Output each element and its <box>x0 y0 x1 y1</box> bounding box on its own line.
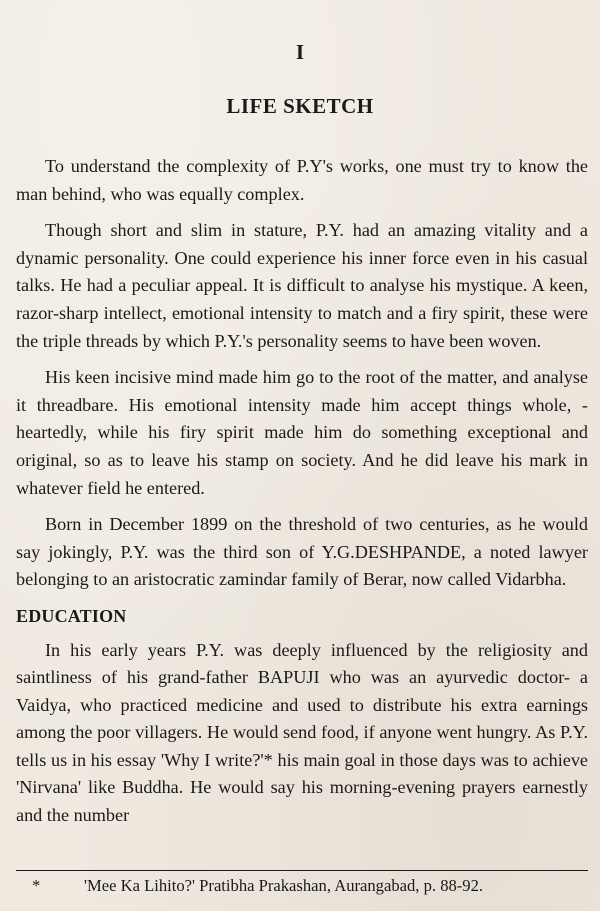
footnote-text: 'Mee Ka Lihito?' Pratibha Prakashan, Aurangabad, p. 88-92. <box>84 876 484 895</box>
paragraph-1: To understand the complexity of P.Y's works, one must try to know the man behind, who was equally complex. <box>16 156 588 204</box>
paragraph-3: His keen incisive mind made him go to the root of the matter, and analyse it threadbare. His emotional intensity made him accept things whole, - heartedly, while his firy spirit made him do something exceptional and original, so as to leave his stamp on society. And he did leave his mark in whatever field he entered. <box>16 367 588 498</box>
footnote-marker: * <box>32 876 41 895</box>
chapter-title: LIFE SKETCH <box>226 94 374 118</box>
body-text <box>16 153 588 839</box>
paragraph-4: Born in December 1899 on the threshold of two centuries, as he would say jokingly, P.Y. was the third son of Y.G.DESHPANDE, a noted lawyer belonging to an aristocratic zamindar family of Berar, now called Vidarbha. <box>16 514 588 590</box>
section-heading-education: EDUCATION <box>16 605 127 626</box>
chapter-number: I <box>295 40 305 64</box>
footnote-divider <box>16 870 588 871</box>
paragraph-2: Though short and slim in stature, P.Y. had an amazing vitality and a dynamic personality. One could experience his inner force even in his casual talks. He had a peculiar appeal. It is difficult to analyse his mystique. A keen, razor-sharp intellect, emotional intensity to match and a firy spirit, these were the triple threads by which P.Y.'s personality seems to have been woven. <box>16 220 588 351</box>
paragraph-education: In his early years P.Y. was deeply influenced by the religiosity and saintliness of his grand-father BAPUJI who was an ayurvedic doctor- a Vaidya, who practiced medicine and used to distribute his extra earnings among the poor villagers. He would send food, if anyone went hungry. As P.Y. tells us in his essay 'Why I write?'* his main goal in those days was to achieve 'Nirvana' like Buddha. He would say his morning-evening prayers earnestly and the number <box>16 639 588 826</box>
